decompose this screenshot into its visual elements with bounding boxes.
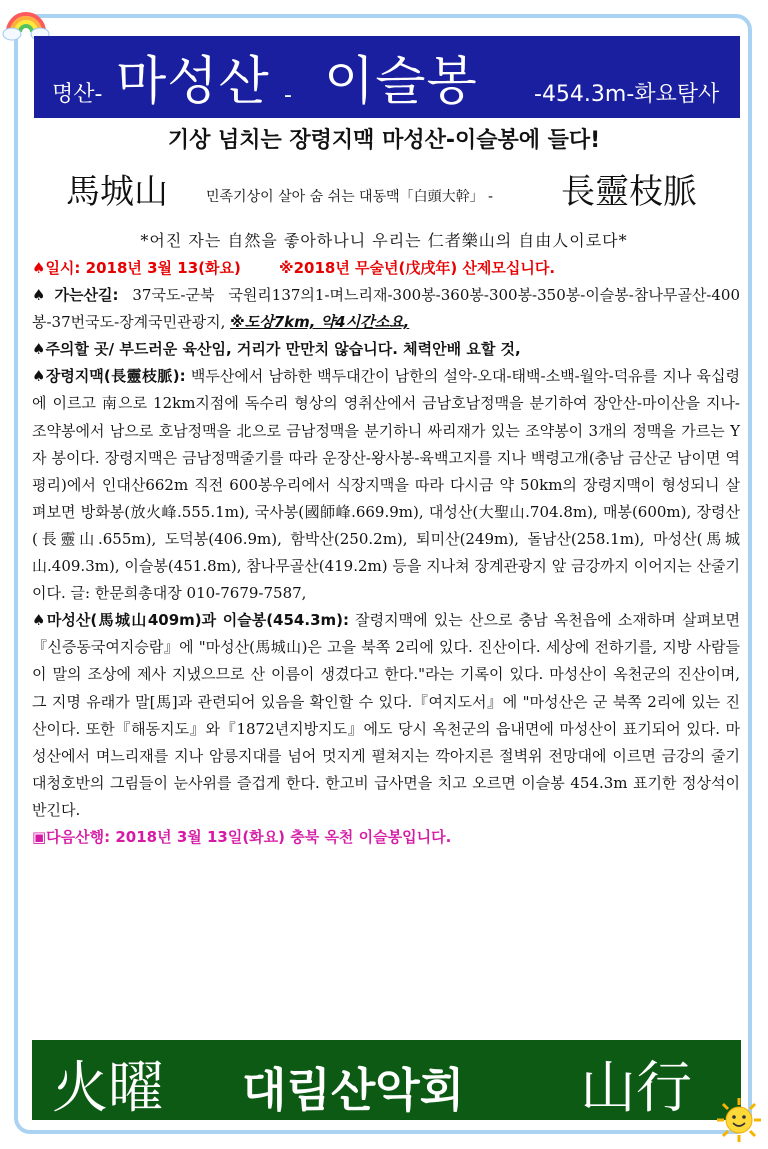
route-distance: ※도상7km, 약4시간소요, <box>230 313 410 332</box>
maseong-paragraph <box>32 607 740 824</box>
footer-left: 火曜 <box>52 1056 164 1121</box>
footer-banner <box>32 1040 741 1120</box>
next-trip-line: ▣다음산행: 2018년 3월 13일(화요) 충북 옥천 이슬봉입니다. <box>32 827 452 846</box>
date-line <box>32 255 740 282</box>
hanja-line <box>66 160 716 210</box>
title-banner <box>34 36 740 118</box>
banner-prefix: 명산- <box>52 82 103 107</box>
banner-mountain-1: 마성산 <box>116 52 270 112</box>
banner-suffix: -454.3m-화요탐사 <box>534 82 720 107</box>
date-note: ※2018년 무술년(戊戌年) 산제모십니다. <box>278 259 556 277</box>
route-text: 37국도-군북 국원리137의1-며느리재-300봉-360봉-300봉-350봉-이슬봉-참나무골산-400봉-37번국도-장계국민관광지, <box>32 286 741 332</box>
footer-right: 山行 <box>580 1056 692 1121</box>
banner-dash: - <box>284 83 292 108</box>
smiling-sun-icon <box>716 1097 762 1143</box>
maseong-text: 잘령지맥에 있는 산으로 충남 옥천읍에 소재하며 살펴보면『신증동국여지승람』에 "마성산(馬城山)은 고을 북쪽 2리에 있다. 진산이다. 세상에 전하기를, 지방 사람들이 말의 조상에 제사 지냈으므로 산 이름이 생겼다고 한다."라는 기록이 있다. 마성산이 옥천군의 진산이며, 그 지명 유래가 말[馬]과 관련되어 있음을 확인할 수 있다.『여지도서』에 "마성산은 군 북쪽 2리에 있는 진산이다. 또한『해동지도』와『1872년지방지도』에도 당시 옥천군의 읍내면에 마성산이 표기되어 있다. 마성산에서 며느리재를 지나 암릉지대를 넘어 멋지게 펼쳐지는 깍아지른 절벽위 전망대에 이르면 금강의 줄기 대청호반의 그림들이 눈사위를 즐겁게 한다. 한고비 급사면을 치고 오르면 이슬봉 454.3m 표기한 정상석이 반긴다. <box>32 611 740 819</box>
subtitle: 기상 넘치는 장령지맥 마성산-이슬봉에 들다! <box>167 128 601 153</box>
hanja-left: 馬城山 <box>66 172 168 212</box>
footer-club-name: 대림산악회 <box>242 1063 465 1117</box>
motto: *어진 자는 自然을 좋아하나니 우리는 仁者樂山의 自由人이로다* <box>140 231 628 250</box>
hanja-middle: 민족기상이 살아 숨 쉬는 대동맥「白頭大幹」 - <box>206 189 494 205</box>
route-paragraph <box>32 282 740 336</box>
body-text <box>32 255 740 851</box>
date-label: ♠일시: 2018년 3월 13(화요) <box>32 259 241 277</box>
maseong-label: ♠마성산(馬城山409m)과 이슬봉(454.3m): <box>32 611 349 630</box>
jangryeong-text: 백두산에서 남하한 백두대간이 남한의 설악-오대-태백-소백-월악-덕유를 지나 육십령에 이르고 南으로 12km지점에 독수리 형상의 영취산에서 금남호남정맥을 분기하여 장안산-마이산을 지나-조약봉에서 남으로 호남정맥을 北으로 금남정맥을 분기하니 싸리재가 있는 조약봉이 3개의 정맥을 가르는 Y자 봉이다. 장령지맥은 금남정맥줄기를 따라 운장산-왕사봉-육백고지를 지나 백령고개(충남 금산군 남이면 역평리)에서 인대산662m 직전 600봉우리에서 식장지맥을 따라 다시금 약 50km의 장령지맥이 형성되니 살펴보면 방화봉(放火峰.555.1m), 국사봉(國師峰.669.9m), 대성산(大聖山.704.8m), 매봉(600m), 장령산(長靈山.655m), 도덕봉(406.9m), 함박산(250.2m), 퇴미산(249m), 돌남산(258.1m), 마성산(馬城山.409.3m), 이슬봉(451.8m), 참나무골산(419.2m) 등을 지나쳐 장계관광지 앞 금강까지 이어지는 산줄기이다. 글: 한문희총대장 010-7679-7587, <box>32 367 740 603</box>
jangryeong-paragraph <box>32 363 740 607</box>
hanja-right: 長靈枝脈 <box>561 172 697 212</box>
jangryeong-label: ♠장령지맥(長靈枝脈): <box>32 367 186 386</box>
route-label: ♠가는산길: <box>32 286 119 305</box>
caution-line: ♠주의할 곳/ 부드러운 육산임, 거리가 만만치 않습니다. 체력안배 요할 것, <box>32 340 521 359</box>
banner-mountain-2: 이슬봉 <box>324 52 478 112</box>
